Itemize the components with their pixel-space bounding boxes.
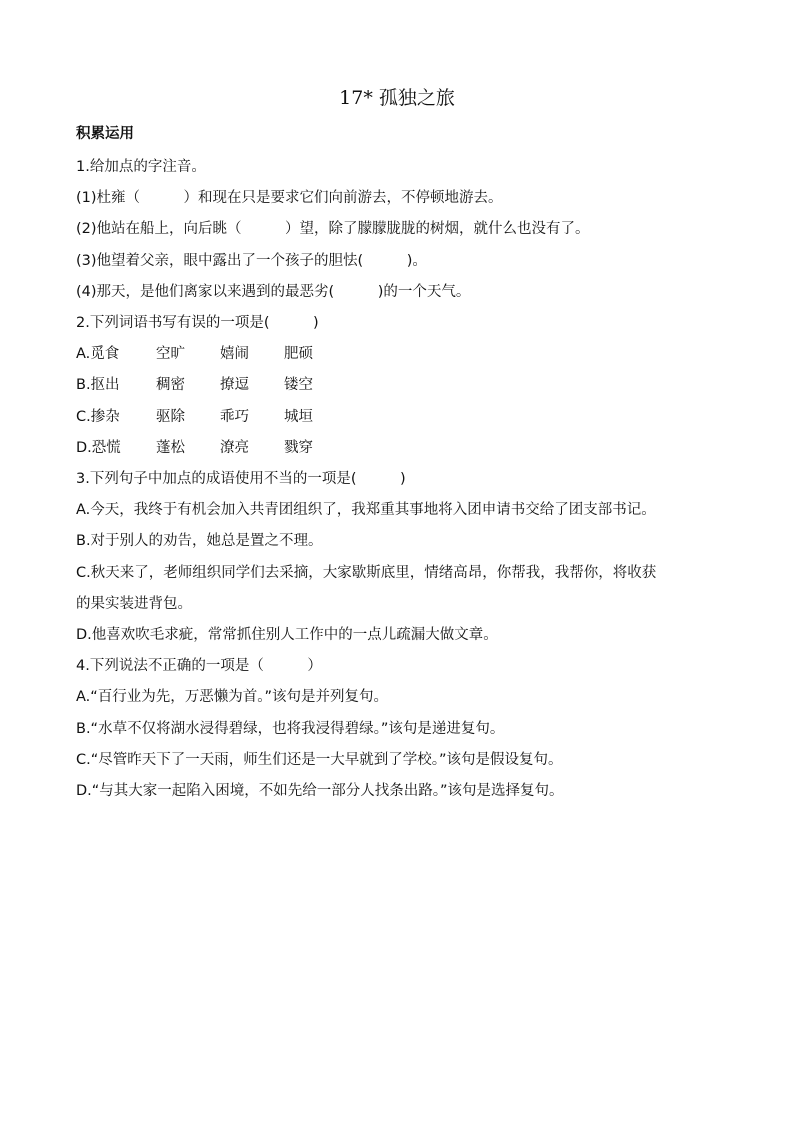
question-3-option-c-continued: 的果实装进背包。 — [76, 595, 192, 612]
option-label: B.抠出 — [76, 377, 120, 394]
question-3-option-b: B.对于别人的劝告，她总是置之不理。 — [76, 533, 323, 550]
option-word: 乖巧 — [220, 408, 249, 425]
question-4-stem: 4.下列说法不正确的一项是（ ） — [76, 658, 322, 675]
question-4-option-c: C.“尽管昨天下了一天雨，师生们还是一大早就到了学校。”该句是假设复句。 — [76, 751, 563, 768]
question-1-item: (2)他站在船上，向后眺（ ）望，除了朦朦胧胧的树烟，就什么也没有了。 — [76, 221, 590, 238]
question-4-option-a: A.“百行业为先，万恶懒为首。”该句是并列复句。 — [76, 689, 389, 706]
question-2-option-d — [76, 433, 726, 464]
question-2-option-b — [76, 370, 726, 401]
question-2 — [76, 308, 726, 464]
option-word: 驱除 — [156, 408, 185, 425]
question-3 — [76, 464, 726, 651]
question-1-item: (3)他望着父亲，眼中露出了一个孩子的胆怯( )。 — [76, 252, 427, 269]
option-word: 蓬松 — [156, 439, 185, 456]
option-word: 城垣 — [284, 408, 313, 425]
question-4-option-d: D.“与其大家一起陷入困境，不如先给一部分人找条出路。”该句是选择复句。 — [76, 783, 564, 800]
option-word: 镂空 — [284, 377, 313, 394]
option-word: 空旷 — [156, 346, 185, 363]
option-word: 潦亮 — [220, 439, 249, 456]
question-1-stem: 1.给加点的字注音。 — [76, 159, 206, 175]
option-word: 撩逗 — [220, 377, 249, 394]
option-word: 稠密 — [156, 377, 185, 394]
question-1-item: (4)那天，是他们离家以来遇到的最恶劣( )的一个天气。 — [76, 283, 471, 300]
question-3-option-a: A.今天，我终于有机会加入共青团组织了，我郑重其事地将入团申请书交给了团支部书记。 — [76, 502, 656, 519]
worksheet-content — [76, 124, 726, 807]
question-3-stem: 3.下列句子中加点的成语使用不当的一项是( ) — [76, 471, 406, 488]
option-word: 戮穿 — [284, 439, 313, 456]
question-2-stem: 2.下列词语书写有误的一项是( ) — [76, 315, 319, 332]
question-4-option-b: B.“水草不仅将湖水浸得碧绿，也将我浸得碧绿。”该句是递进复句。 — [76, 720, 505, 737]
question-1-item: (1)杜雍（ ）和现在只是要求它们向前游去，不停顿地游去。 — [76, 190, 503, 207]
section-heading: 积累运用 — [76, 126, 134, 142]
option-label: A.觅食 — [76, 346, 120, 363]
question-3-option-c: C.秋天来了，老师组织同学们去采摘，大家歇斯底里，情绪高昂，你帮我，我帮你，将收获 — [76, 564, 657, 581]
option-word: 嬉闹 — [220, 346, 249, 363]
question-2-option-c — [76, 402, 726, 433]
option-word: 肥硕 — [284, 346, 313, 363]
question-3-option-d: D.他喜欢吹毛求疵，常常抓住别人工作中的一点儿疏漏大做文章。 — [76, 627, 498, 644]
page-title: 17* 孤独之旅 — [339, 87, 455, 109]
question-2-option-a — [76, 339, 726, 370]
option-label: C.掺杂 — [76, 408, 120, 425]
question-1 — [76, 152, 726, 308]
option-label: D.恐慌 — [76, 439, 121, 456]
question-4 — [76, 651, 726, 807]
